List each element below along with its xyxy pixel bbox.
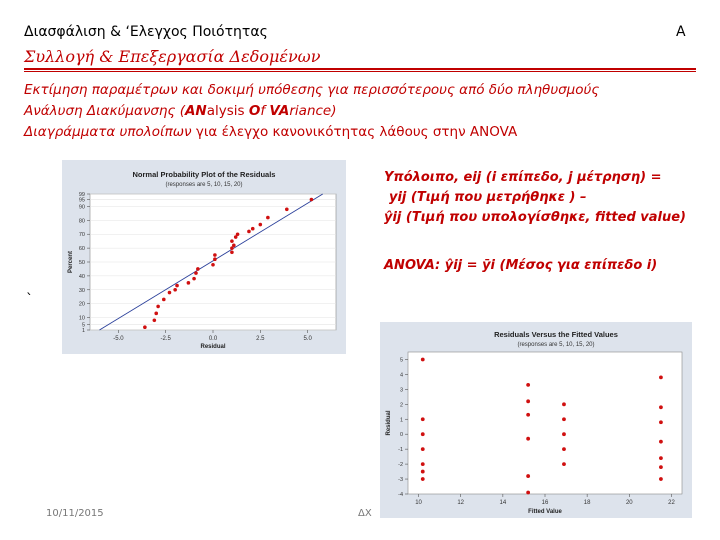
footer-date: 10/11/2015	[46, 508, 104, 519]
data-point	[659, 405, 663, 409]
data-point	[213, 253, 217, 257]
y-tick-label: 70	[78, 232, 85, 239]
data-point	[211, 263, 215, 267]
x-tick-label: 22	[668, 500, 675, 506]
x-axis-label: Fitted Value	[528, 509, 562, 515]
data-point	[251, 227, 255, 231]
footer-code: ΔΧ	[358, 508, 372, 519]
x-tick-label: 12	[457, 500, 465, 506]
y-tick-label: 50	[78, 260, 85, 266]
y-tick-label: 40	[78, 273, 85, 280]
data-point	[285, 207, 289, 211]
data-point	[562, 462, 566, 466]
x-tick-label: 10	[415, 500, 422, 506]
data-point	[194, 271, 198, 275]
text-line-3	[24, 124, 517, 140]
x-tick-label: -2.5	[160, 336, 171, 342]
normal-probability-plot	[62, 160, 346, 354]
chart-subtitle: (responses are 5, 10, 15, 20)	[165, 182, 243, 188]
y-tick-label: 2	[399, 402, 403, 409]
anova-text-a: Ανάλυση Διακύμανσης (	[24, 103, 185, 119]
data-point	[421, 470, 425, 474]
anova-text-va: VA	[269, 103, 290, 119]
data-point	[526, 383, 530, 387]
x-tick-label: 2.5	[256, 336, 265, 342]
x-tick-label: 0.0	[208, 336, 218, 342]
y-tick-label: 1	[81, 328, 85, 334]
anova-text-o: O	[248, 103, 261, 119]
x-tick-label: -5.0	[113, 336, 124, 342]
y-tick-label: 20	[78, 301, 85, 308]
data-point	[526, 437, 530, 441]
text-line-2	[24, 103, 337, 119]
data-point	[562, 402, 566, 406]
y-tick-label: 80	[78, 218, 85, 225]
data-point	[213, 257, 217, 261]
y-tick-label: 1	[399, 417, 403, 424]
data-point	[421, 417, 425, 421]
data-point	[526, 491, 530, 495]
y-axis-label: Percent	[68, 250, 74, 274]
fitted-value-note: ŷij (Τιμή που υπολογίσθηκε, fitted value)	[384, 210, 686, 225]
data-point	[421, 432, 425, 436]
data-point	[162, 298, 166, 302]
y-tick-label: 60	[78, 246, 85, 253]
data-point	[421, 447, 425, 451]
y-tick-label: -1	[398, 447, 403, 454]
header-letter: A	[676, 24, 686, 40]
subtitle-rule	[24, 68, 696, 70]
data-point	[143, 325, 147, 329]
data-point	[659, 440, 663, 444]
chart-title: Normal Probability Plot of the Residuals	[132, 170, 276, 179]
data-point	[156, 305, 160, 309]
y-tick-label: 5	[399, 357, 403, 364]
data-point	[173, 288, 177, 292]
measured-value-note: yij (Τιμή που μετρήθηκε ) –	[389, 190, 587, 205]
anova-text-riance: riance)	[289, 103, 337, 119]
data-point	[526, 399, 530, 403]
y-tick-label: 30	[78, 287, 85, 294]
y-tick-label: 99	[78, 192, 85, 198]
data-point	[526, 474, 530, 478]
chart-subtitle: (responses are 5, 10, 15, 20)	[517, 342, 595, 348]
residual-definition: Υπόλοιπο, eij (i επίπεδο, j μέτρηση) =	[384, 170, 662, 185]
line-3-text-a: Διαγράμματα υπολοίπων	[24, 124, 196, 140]
residuals-vs-fitted-plot	[380, 322, 692, 518]
x-tick-label: 20	[625, 500, 633, 506]
x-tick-label: 5.0	[303, 336, 312, 342]
data-point	[154, 312, 158, 316]
y-tick-label: -4	[398, 492, 403, 498]
y-tick-label: 95	[78, 197, 85, 204]
subtitle-rule-thin	[24, 71, 696, 72]
data-point	[187, 281, 191, 285]
data-point	[232, 244, 236, 248]
data-point	[153, 318, 157, 322]
data-point	[168, 291, 172, 295]
data-point	[659, 376, 663, 380]
data-point	[562, 417, 566, 421]
data-point	[526, 413, 530, 417]
y-tick-label: -3	[398, 477, 403, 484]
chart-title: Residuals Versus the Fitted Values	[494, 330, 618, 339]
text-line-1	[24, 82, 599, 98]
data-point	[230, 239, 234, 243]
anova-text-alysis: alysis	[206, 103, 249, 119]
data-point	[421, 462, 425, 466]
data-point	[421, 477, 425, 481]
data-point	[236, 232, 240, 236]
slide-subtitle: Συλλογή & Επεξεργασία Δεδομένων	[24, 47, 321, 66]
y-tick-label: 4	[399, 372, 403, 379]
x-tick-label: 16	[541, 500, 549, 506]
header-title: Διασφάλιση & ‘Ελεγχος Ποιότητας	[24, 24, 268, 40]
anova-fitted-note: ANOVA: ŷij = ȳi (Μέσος για επίπεδο i)	[384, 258, 658, 273]
plot-area	[408, 352, 682, 494]
y-tick-label: 0	[399, 432, 403, 439]
data-point	[659, 477, 663, 481]
data-point	[175, 284, 179, 288]
y-tick-label: -2	[398, 462, 403, 469]
data-point	[259, 223, 263, 227]
data-point	[310, 198, 314, 202]
data-point	[659, 420, 663, 424]
data-point	[196, 267, 200, 271]
y-tick-label: 5	[81, 322, 85, 329]
data-point	[659, 456, 663, 460]
y-tick-label: 10	[78, 315, 85, 322]
anova-text-an: AN	[184, 103, 207, 119]
stray-backtick: `	[26, 292, 33, 308]
data-point	[421, 358, 425, 362]
data-point	[659, 465, 663, 469]
data-point	[192, 277, 196, 281]
data-point	[562, 447, 566, 451]
data-point	[247, 230, 251, 234]
anova-text-f: f	[260, 103, 270, 119]
x-tick-label: 14	[499, 500, 507, 506]
y-tick-label: 3	[399, 387, 403, 394]
y-tick-label: 90	[78, 204, 85, 211]
y-axis-label: Residual	[386, 410, 392, 436]
x-tick-label: 18	[583, 500, 591, 506]
line-1-text: Εκτίμηση παραμέτρων και δοκιμή υπόθεσης για περισσότερους από δύο πληθυσμούς	[24, 82, 600, 98]
data-point	[230, 250, 234, 254]
x-axis-label: Residual	[200, 344, 226, 350]
data-point	[562, 432, 566, 436]
line-3-text-b: για έλεγχο κανονικότητας λάθους στην ANOVA	[195, 124, 518, 140]
data-point	[266, 216, 270, 220]
